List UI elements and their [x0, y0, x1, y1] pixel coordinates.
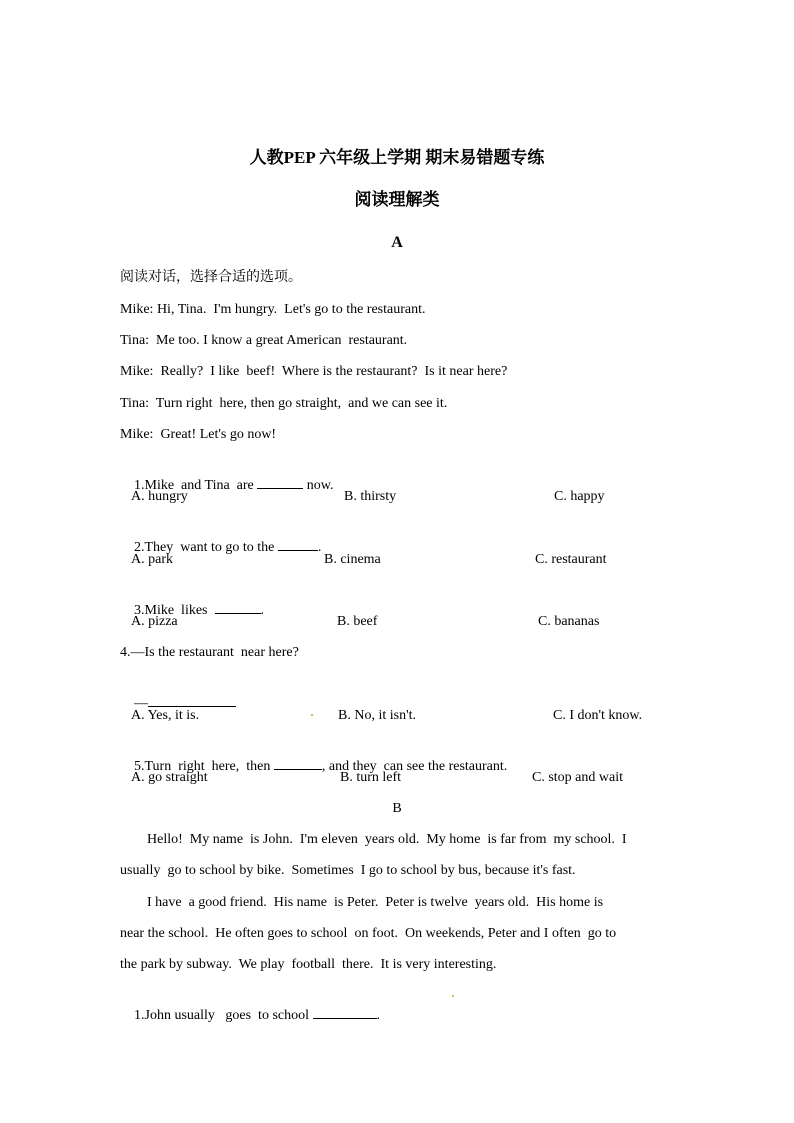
dialogue-line: Tina: Me too. I know a great American restaurant. — [120, 333, 408, 348]
question-stem-end: . — [317, 540, 322, 555]
dialogue-line: Mike: Really? I like beef! Where is the restaurant? Is it near here? — [120, 364, 508, 379]
option-a[interactable]: A. park — [131, 552, 173, 567]
question-stem: 2.They want to go to the — [134, 540, 278, 555]
option-c[interactable]: C. happy — [554, 489, 605, 504]
passage-line: near the school. He often goes to school on foot. On weekends, Peter and I often go to — [120, 926, 617, 941]
option-b[interactable]: B. turn left — [340, 770, 402, 785]
option-b[interactable]: B. No, it isn't. — [338, 708, 416, 723]
option-c[interactable]: C. bananas — [538, 614, 600, 629]
instruction: 阅读对话，选择合适的选项。 — [120, 269, 302, 285]
passage-line: Hello! My name is John. I'm eleven years old. My home is far from my school. I — [147, 832, 627, 847]
page-title: 人教PEP 六年级上学期 期末易错题专练 — [249, 148, 545, 167]
dash-prefix: — — [134, 696, 148, 711]
question-4: 4.—Is the restaurant near here? — [120, 645, 299, 660]
question-stem: 5.Turn right here, then — [134, 759, 274, 774]
question-stem-end: . — [260, 603, 264, 618]
section-b-question-1 — [120, 987, 380, 1043]
passage-line: the park by subway. We play football there. It is very interesting. — [120, 957, 497, 972]
answer-blank[interactable] — [215, 600, 261, 614]
option-b[interactable]: B. thirsty — [344, 489, 397, 504]
stray-dot — [311, 714, 313, 716]
answer-blank[interactable] — [278, 537, 318, 551]
option-a[interactable]: A. hungry — [131, 489, 188, 504]
option-a[interactable]: A. go straight — [131, 770, 208, 785]
answer-blank[interactable] — [313, 1005, 377, 1019]
passage-line: I have a good friend. His name is Peter. Peter is twelve years old. His home is — [147, 895, 604, 910]
option-c[interactable]: C. I don't know. — [553, 708, 643, 723]
dialogue-line: Mike: Hi, Tina. I'm hungry. Let's go to the restaurant. — [120, 302, 426, 317]
option-c[interactable]: C. restaurant — [535, 552, 607, 567]
question-stem: 1.Mike and Tina are — [134, 478, 258, 493]
option-b[interactable]: B. cinema — [324, 552, 381, 567]
page-subtitle: 阅读理解类 — [354, 190, 440, 209]
question-stem: 1.John usually goes to school — [134, 1008, 313, 1023]
answer-blank[interactable] — [257, 475, 303, 489]
option-c[interactable]: C. stop and wait — [532, 770, 623, 785]
option-a[interactable]: A. Yes, it is. — [131, 708, 200, 723]
stray-dot — [452, 995, 454, 997]
dialogue-line: Mike: Great! Let's go now! — [120, 427, 277, 442]
answer-blank[interactable] — [148, 693, 236, 707]
question-stem: 3.Mike likes — [134, 603, 215, 618]
option-b[interactable]: B. beef — [337, 614, 378, 629]
question-stem-end: . — [376, 1008, 380, 1023]
section-b-heading: B — [392, 801, 402, 816]
question-stem-end: , and they can see the restaurant. — [321, 759, 508, 774]
passage-line: usually go to school by bike. Sometimes I go to school by bus, because it's fast. — [120, 863, 576, 878]
question-stem-end: now. — [303, 478, 334, 493]
answer-blank[interactable] — [274, 756, 322, 770]
option-a[interactable]: A. pizza — [131, 614, 178, 629]
dialogue-line: Tina: Turn right here, then go straight, and we can see it. — [120, 396, 448, 411]
section-a-heading: A — [391, 234, 403, 251]
